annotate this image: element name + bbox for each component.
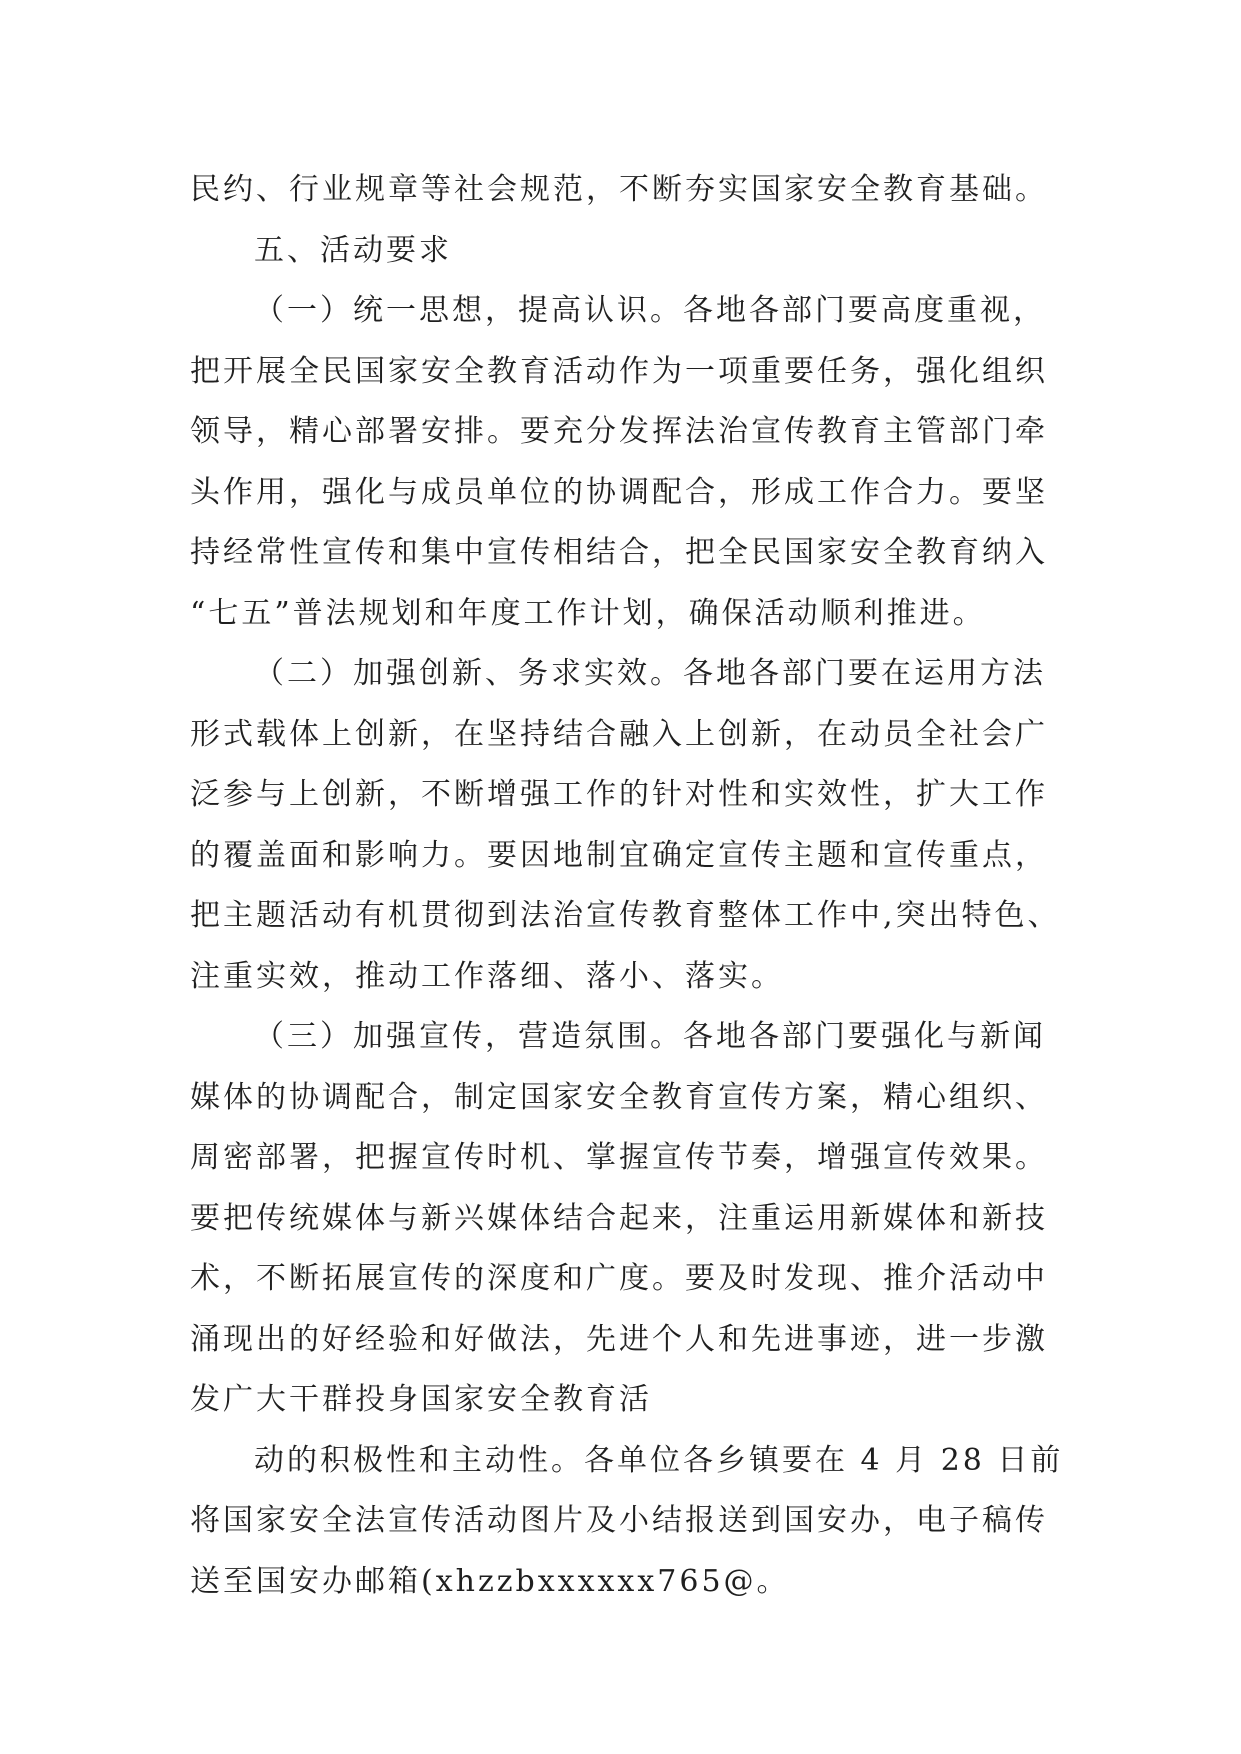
text-line: 术，不断拓展宣传的深度和广度。要及时发现、推介活动中	[190, 1261, 1048, 1296]
text-line: 动的积极性和主动性。各单位各乡镇要在 4 月 28 日前	[254, 1442, 1064, 1478]
text-line: 送至国安办邮箱(xhzzbxxxxxx765@。	[190, 1563, 790, 1599]
document-body	[190, 160, 1070, 1612]
text-line: 要把传统媒体与新兴媒体结合起来，注重运用新媒体和新技	[190, 1200, 1048, 1236]
text-line: 周密部署，把握宣传时机、掌握宣传节奏，增强宣传效果。	[190, 1140, 1048, 1175]
text-line: 的覆盖面和影响力。要因地制宜确定宣传主题和宣传重点，	[190, 837, 1048, 873]
text-line: 民约、行业规章等社会规范，不断夯实国家安全教育基础。	[190, 172, 1048, 207]
text-line: 媒体的协调配合，制定国家安全教育宣传方案，精心组织、	[190, 1079, 1048, 1115]
text-line: （三）加强宣传，营造氛围。各地各部门要强化与新闻	[254, 1019, 1046, 1054]
text-line: 头作用，强化与成员单位的协调配合，形成工作合力。要坚	[190, 474, 1048, 510]
text-line: “七五”普法规划和年度工作计划，确保活动顺利推进。	[190, 595, 986, 631]
text-line: （一）统一思想，提高认识。各地各部门要高度重视，	[254, 293, 1046, 328]
text-line: 发广大干群投身国家安全教育活	[190, 1382, 652, 1417]
text-line: 注重实效，推动工作落细、落小、落实。	[190, 958, 784, 994]
section-heading: 五、活动要求	[254, 232, 452, 268]
text-line: 把开展全民国家安全教育活动作为一项重要任务，强化组织	[190, 353, 1048, 389]
text-line: 将国家安全法宣传活动图片及小结报送到国安办，电子稿传	[190, 1503, 1048, 1538]
text-line: 涌现出的好经验和好做法，先进个人和先进事迹，进一步激	[190, 1321, 1048, 1357]
text-line: 持经常性宣传和集中宣传相结合，把全民国家安全教育纳入	[190, 535, 1048, 570]
text-line: 领导，精心部署安排。要充分发挥法治宣传教育主管部门牵	[190, 414, 1048, 449]
text-line: 形式载体上创新，在坚持结合融入上创新，在动员全社会广	[190, 716, 1048, 752]
text-line: （二）加强创新、务求实效。各地各部门要在运用方法	[254, 656, 1046, 691]
text-line: 把主题活动有机贯彻到法治宣传教育整体工作中,突出特色、	[190, 898, 1061, 933]
text-line: 泛参与上创新，不断增强工作的针对性和实效性，扩大工作	[190, 777, 1048, 812]
